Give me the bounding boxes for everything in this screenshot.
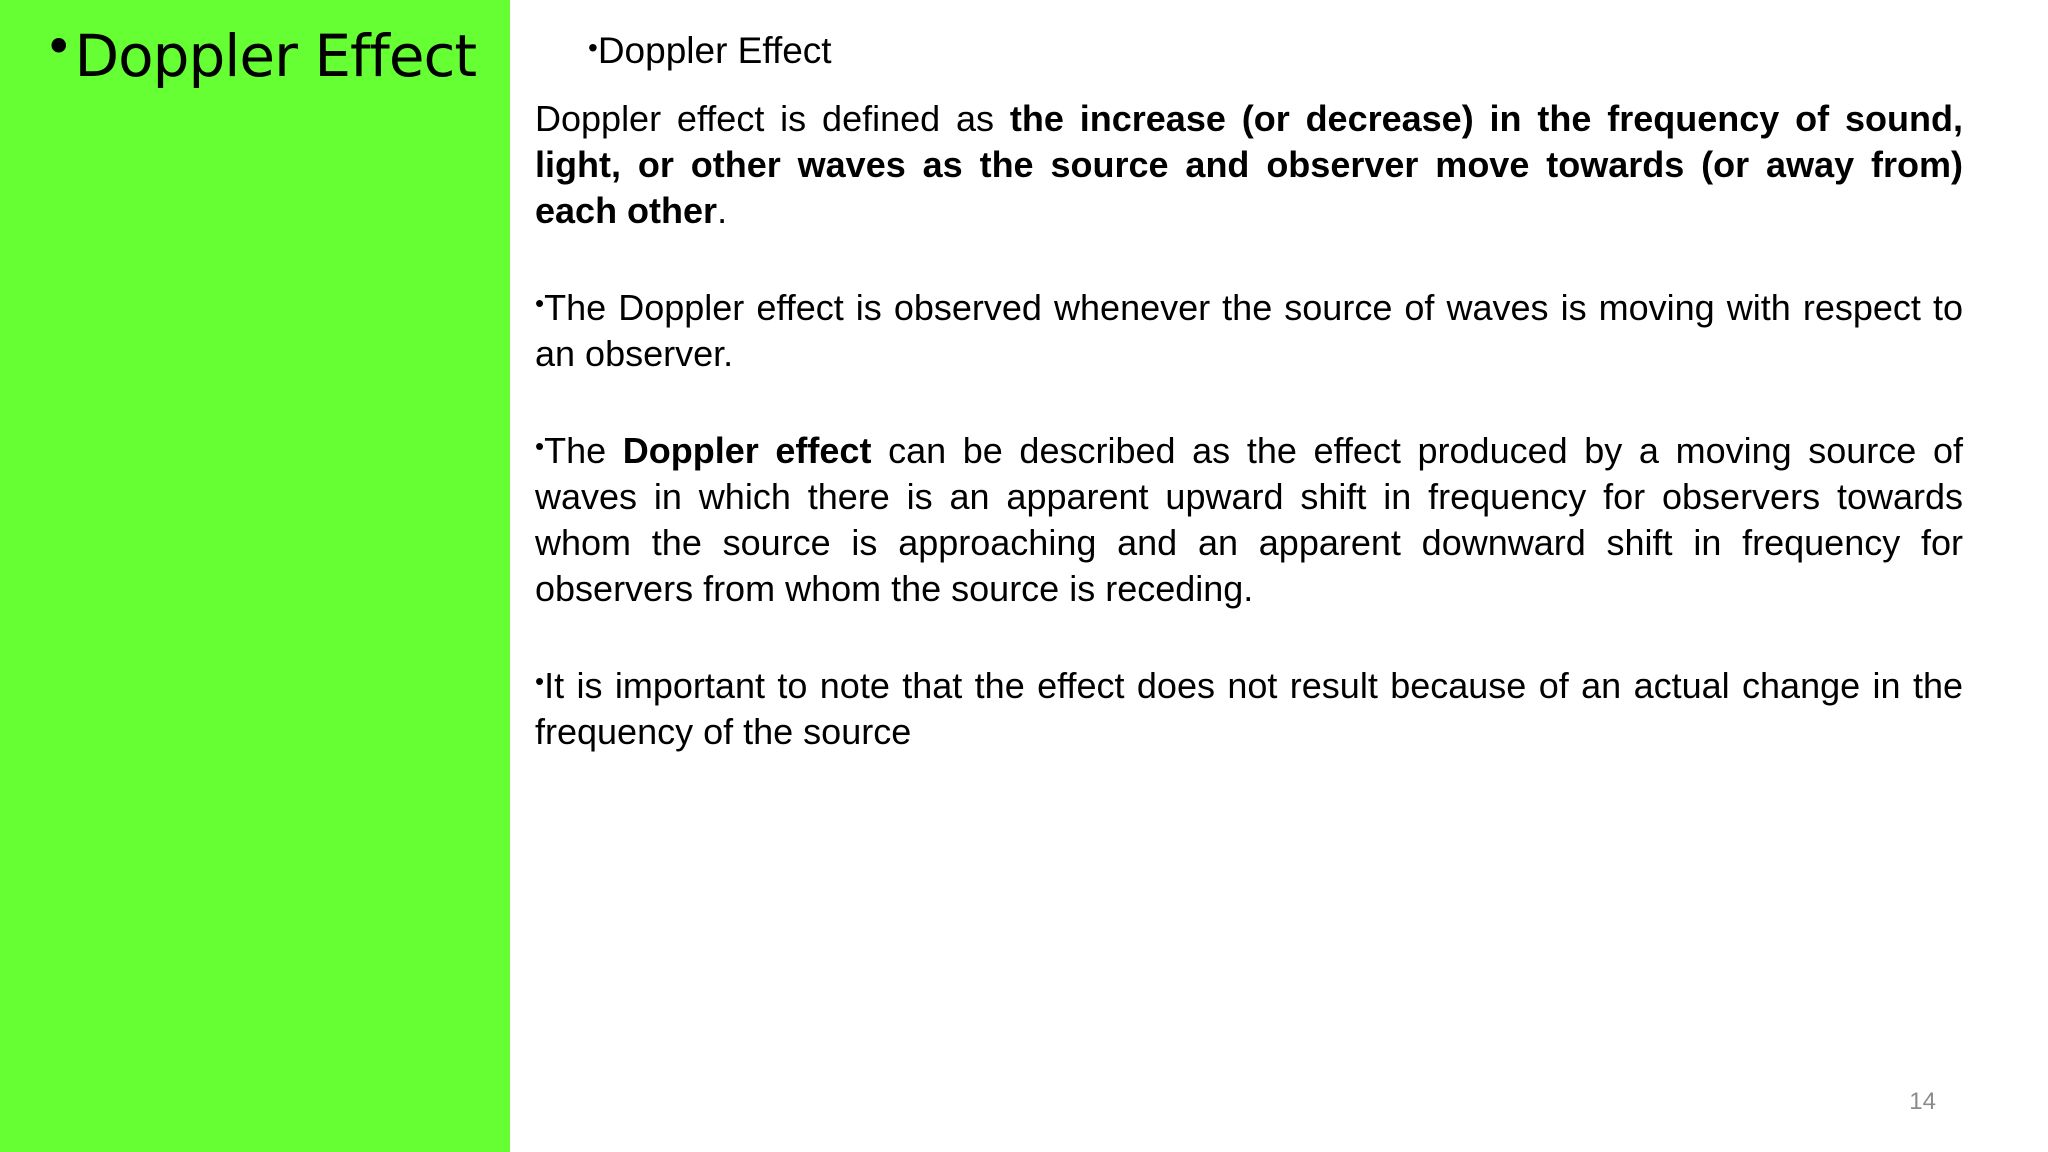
point-1-text: The Doppler effect is observed whenever the source of waves is moving with respect to an observer. bbox=[535, 287, 1963, 374]
definition-bold: the increase (or decrease) in the frequency of sound, light, or other waves as the source and observer move towards (or away from) each other bbox=[535, 98, 1963, 231]
page-number: 14 bbox=[1909, 1088, 1936, 1115]
content-heading-text: Doppler Effect bbox=[597, 30, 832, 71]
point-2-paragraph bbox=[535, 423, 1963, 612]
point-2-tail: can be described as the effect produced by a moving source of waves in which there is an apparent upward shift in frequency for observers towards whom the source is approaching and an apparent downward shift in frequency for observers from whom the source is receding. bbox=[535, 430, 1963, 609]
content-heading bbox=[588, 30, 832, 72]
point-2-bold: Doppler effect bbox=[622, 430, 872, 471]
side-title bbox=[44, 18, 476, 90]
body-text bbox=[535, 96, 1963, 801]
point-3-text: It is important to note that the effect does not result because of an actual change in the frequency of the source bbox=[535, 665, 1963, 752]
point-2-bullet: • bbox=[535, 431, 545, 461]
definition-lead: Doppler effect is defined as bbox=[535, 98, 1010, 139]
point-3-paragraph bbox=[535, 658, 1963, 755]
side-panel bbox=[0, 0, 510, 1152]
definition-tail: . bbox=[717, 190, 728, 231]
point-2-lead: The bbox=[544, 430, 623, 471]
definition-paragraph bbox=[535, 96, 1963, 234]
side-title-text: Doppler Effect bbox=[74, 22, 477, 90]
content-heading-bullet: • bbox=[588, 32, 598, 63]
side-title-bullet: • bbox=[44, 18, 73, 76]
point-1-bullet: • bbox=[535, 288, 545, 318]
point-3-bullet: • bbox=[535, 666, 545, 696]
point-1-paragraph bbox=[535, 280, 1963, 377]
